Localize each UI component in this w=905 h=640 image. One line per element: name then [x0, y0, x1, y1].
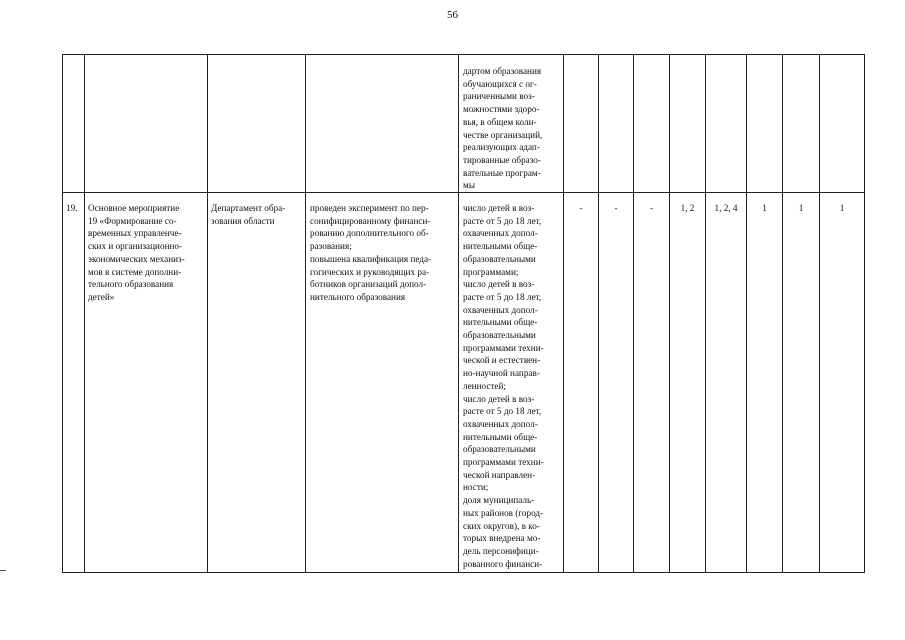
column-divider [746, 54, 747, 573]
executor-cell: Департамент обра- зования области [211, 203, 286, 226]
column-divider [598, 54, 599, 573]
table-border-bottom [62, 572, 865, 573]
column-divider [207, 54, 208, 573]
table-border-top [62, 54, 865, 55]
value-cell: 1, 2 [680, 203, 695, 213]
value-cell: 1, 2, 4 [714, 203, 738, 213]
column-divider [305, 54, 306, 573]
column-divider [458, 54, 459, 573]
results-cell: проведен эксперимент по пер- сонифицированному финанси- рованию дополнительного об- разования; повышена квалификация педа- гогических и руководящих ра- ботников организаций допол- нительного образования [310, 203, 432, 302]
column-divider [705, 54, 706, 573]
table-border-right [864, 54, 865, 573]
page-number: 56 [447, 9, 458, 21]
value-cell: - [579, 203, 583, 213]
value-cell: 1 [762, 203, 767, 213]
value-cell: - [614, 203, 618, 213]
measure-cell: Основное мероприятие 19 «Формирование со- временных управленче- ских и организационно- экономических механиз- мов в системе дополни- тельного образования детей» [88, 203, 185, 302]
column-divider [84, 54, 85, 573]
column-divider [819, 54, 820, 573]
value-cell: - [649, 203, 654, 213]
continued-indicator-cell: дартом образования обучающихся с ог- раниченными воз- можностями здоро- вья, в общем коли- честве организаций, реализующих адап- тированные образо- вательные програм- мы [463, 66, 543, 191]
column-divider [633, 54, 634, 573]
value-cell: 1 [839, 203, 845, 213]
row-number: 19. [66, 203, 78, 213]
column-divider [782, 54, 783, 573]
scan-edge-mark [0, 570, 6, 571]
column-divider [563, 54, 564, 573]
value-cell: 1 [798, 203, 804, 213]
table-border-left [62, 54, 63, 573]
row-divider [62, 192, 865, 193]
indicators-cell: число детей в воз- расте от 5 до 18 лет, охваченных допол- нительными обще- образовательными программами; число детей в воз- расте от 5 до 18 лет, охваченных допол- нительными обще- образовательными программами техни- ческой и естествен- но-научной направ- ленностей; число детей в воз- расте от 5 до 18 лет, охваченных допол- нительными обще- образовательными программами техни- ческой направлен- ности; доля муниципаль- ных районов (город- ских округов), в ко- торых внедрена мо- дель персонифици- рованного финанси- [463, 203, 544, 569]
column-divider [669, 54, 670, 573]
